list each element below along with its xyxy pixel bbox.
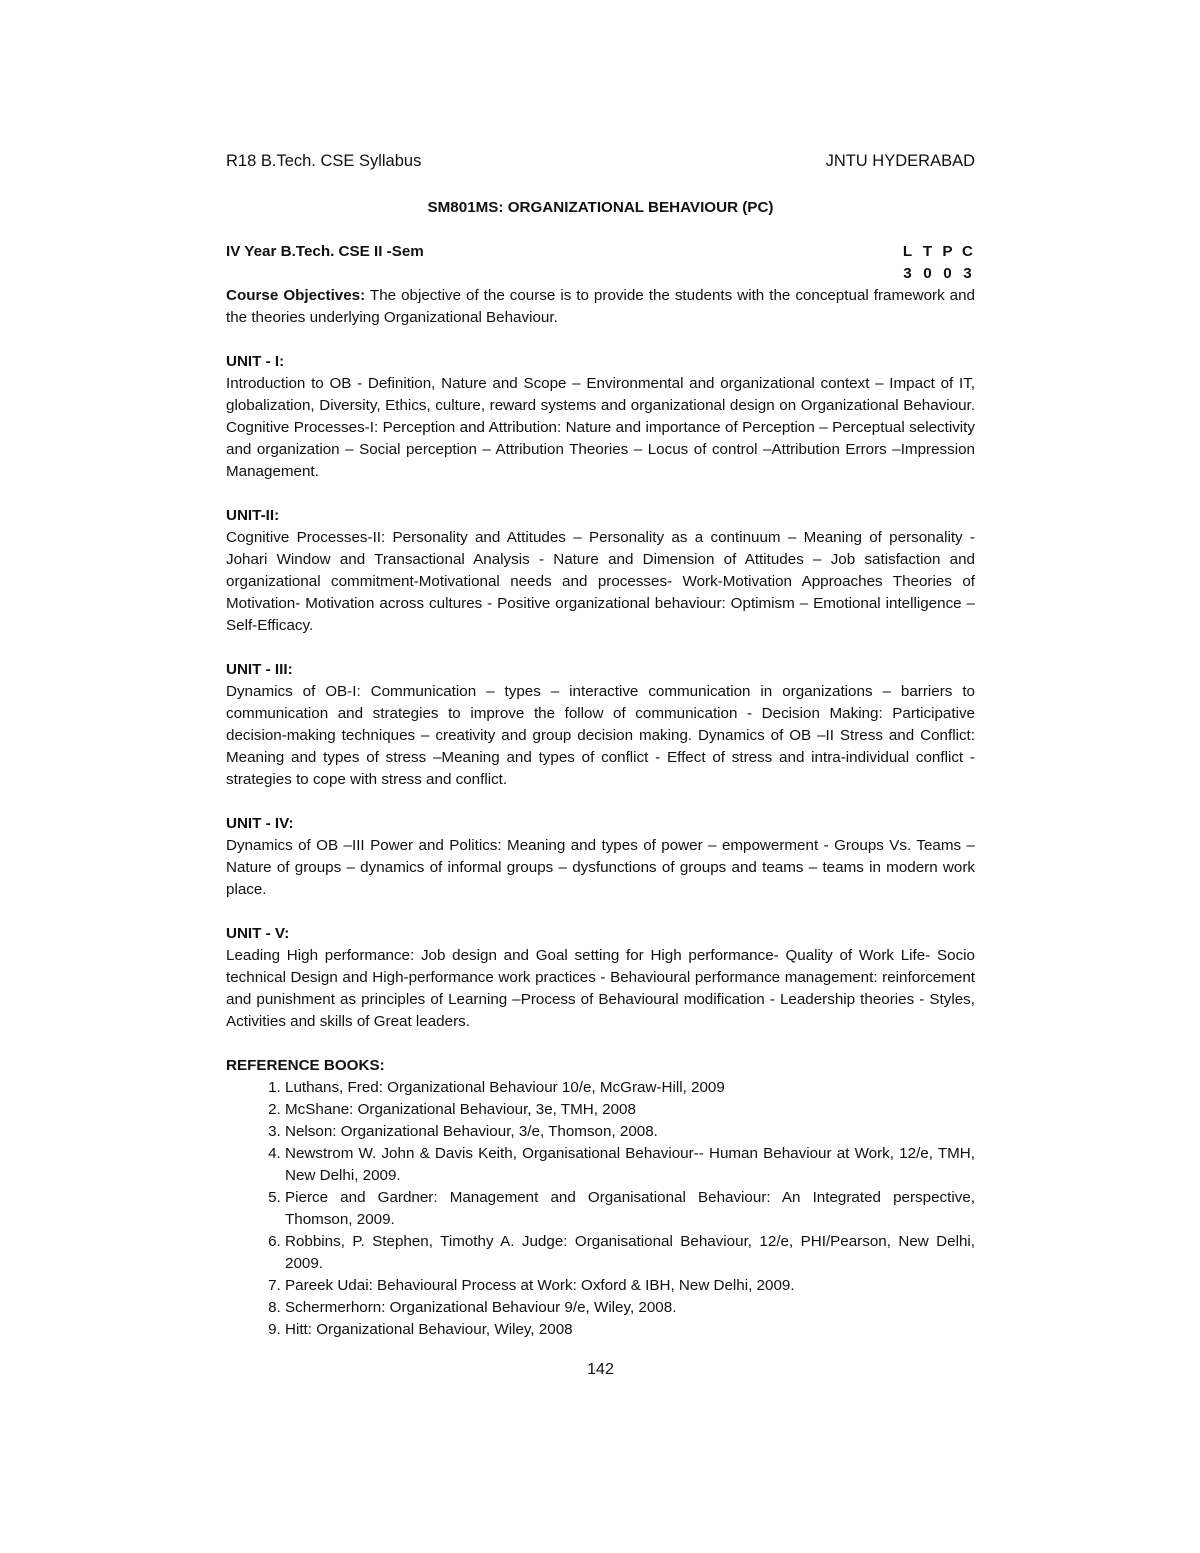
reference-item: 6. Robbins, P. Stephen, Timothy A. Judge: Organisational Behaviour, 12/e, PHI/Pearson, New Delhi, 2009. [285, 1231, 975, 1275]
header-right: JNTU HYDERABAD [825, 152, 975, 170]
unit-5-text: Leading High performance: Job design and Goal setting for High performance- Quality of Work Life- Socio technical Design and High-performance work practices - Behavioural performance management: reinforcement and punishment as principles of Learning –Process of Behavioural modification - Leadership theories - Styles, Activities and skills of Great leaders. [226, 947, 975, 1030]
objectives-text: The objective of the course is to provide the students with the conceptual framework and the theories underlying Organizational Behaviour. [226, 287, 975, 326]
reference-item: 5. Pierce and Gardner: Management and Organisational Behaviour: An Integrated perspective, Thomson, 2009. [285, 1187, 975, 1231]
unit-1-text: Introduction to OB - Definition, Nature and Scope – Environmental and organizational context – Impact of IT, globalization, Diversity, Ethics, culture, reward systems and organizational design on Organizational Behaviour. Cognitive Processes-I: Perception and Attribution: Nature and importance of Perception – Perceptual selectivity and organization – Social perception – Attribution Theories – Locus of control –Attribution Errors –Impression Management. [226, 375, 975, 480]
reference-item: 9. Hitt: Organizational Behaviour, Wiley, 2008 [285, 1319, 975, 1341]
unit-4-heading: UNIT - IV: [226, 815, 294, 832]
reference-item: 7. Pareek Udai: Behavioural Process at Work: Oxford & IBH, New Delhi, 2009. [285, 1275, 975, 1297]
header-left: R18 B.Tech. CSE Syllabus [226, 152, 422, 170]
ltpc-label-t: T [922, 243, 933, 260]
reference-item: 3. Nelson: Organizational Behaviour, 3/e, Thomson, 2008. [285, 1121, 975, 1143]
ltpc-table [900, 241, 975, 285]
unit-2-heading: UNIT-II: [226, 507, 280, 524]
references-heading: REFERENCE BOOKS: [226, 1057, 385, 1074]
ltpc-value-t: 0 [923, 265, 932, 282]
ltpc-label-c: C [962, 243, 973, 260]
references-list [226, 1077, 975, 1341]
ltpc-label-l: L [902, 243, 913, 260]
unit-4-text: Dynamics of OB –III Power and Politics: Meaning and types of power – empowerment - Groups Vs. Teams – Nature of groups – dynamics of informal groups – dysfunctions of groups and teams – teams in modern work place. [226, 837, 975, 898]
reference-item: 4. Newstrom W. John & Davis Keith, Organisational Behaviour-- Human Behaviour at Work, 12/e, TMH, New Delhi, 2009. [285, 1143, 975, 1187]
ltpc-value-p: 0 [943, 265, 952, 282]
page-number: 142 [587, 1361, 614, 1378]
course-title: SM801MS: ORGANIZATIONAL BEHAVIOUR (PC) [427, 199, 774, 216]
year-sem: IV Year B.Tech. CSE II -Sem [226, 243, 424, 260]
reference-item: 8. Schermerhorn: Organizational Behaviour 9/e, Wiley, 2008. [285, 1297, 975, 1319]
unit-1-heading: UNIT - I: [226, 353, 285, 370]
unit-3-text: Dynamics of OB-I: Communication – types – interactive communication in organizations – barriers to communication and strategies to improve the follow of communication - Decision Making: Participative decision-making techniques – creativity and group decision making. Dynamics of OB –II Stress and Conflict: Meaning and types of stress –Meaning and types of conflict - Effect of stress and intra-individual conflict - strategies to cope with stress and conflict. [226, 683, 975, 788]
unit-5-heading: UNIT - V: [226, 925, 290, 942]
unit-3-heading: UNIT - III: [226, 661, 293, 678]
year-sem-row [226, 241, 975, 285]
ltpc-label-p: P [942, 243, 953, 260]
objectives-label: Course Objectives: [226, 287, 366, 304]
reference-item: 2. McShane: Organizational Behaviour, 3e, TMH, 2008 [285, 1099, 975, 1121]
syllabus-body [226, 285, 975, 1341]
ltpc-value-l: 3 [903, 265, 912, 282]
course-objectives [226, 285, 975, 329]
page-header [226, 150, 975, 172]
reference-item: 1. Luthans, Fred: Organizational Behaviour 10/e, McGraw-Hill, 2009 [285, 1077, 975, 1099]
unit-2-text: Cognitive Processes-II: Personality and Attitudes – Personality as a continuum – Meaning of personality - Johari Window and Transactional Analysis - Nature and Dimension of Attitudes – Job satisfaction and organizational commitment-Motivational needs and processes- Work-Motivation Approaches Theories of Motivation- Motivation across cultures - Positive organizational behaviour: Optimism – Emotional intelligence – Self-Efficacy. [226, 529, 975, 634]
ltpc-value-c: 3 [963, 265, 972, 282]
